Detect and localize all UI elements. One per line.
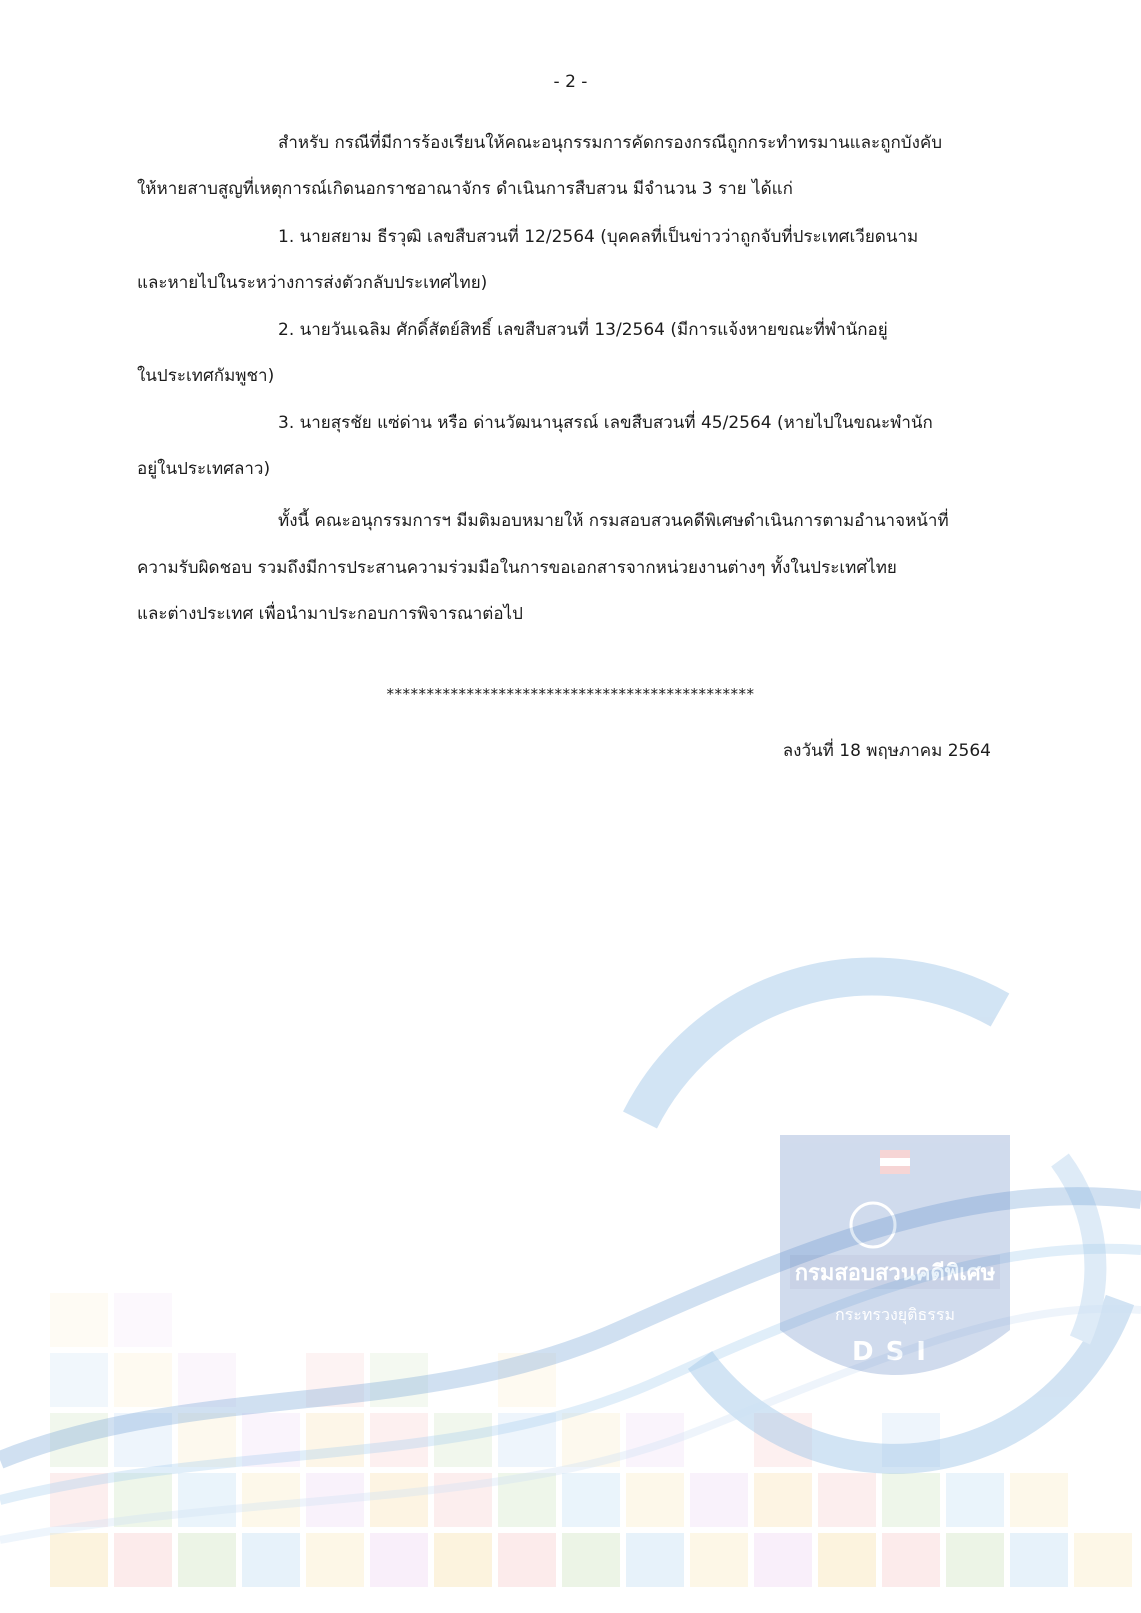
watermark-bar-cell — [946, 1473, 1004, 1527]
watermark-bar-cell — [626, 1473, 684, 1527]
list-item-3-line-1: 3. นายสุรชัย แซ่ด่าน หรือ ด่านวัฒนานุสรณ์ เลขสืบสวนที่ 45/2564 (หายไปในขณะพำนัก — [278, 413, 933, 433]
watermark-bar-cell — [306, 1413, 364, 1467]
watermark-bar-cell — [242, 1473, 300, 1527]
watermark-bar-cell — [50, 1533, 108, 1587]
watermark-bar-cell — [754, 1413, 812, 1467]
watermark-bar-cell — [626, 1413, 684, 1467]
paragraph-intro-line-2: ให้หายสาบสูญที่เหตุการณ์เกิดนอกราชอาณาจักร ดำเนินการสืบสวน มีจำนวน 3 ราย ได้แก่ — [137, 179, 793, 199]
list-item-1-line-2: และหายไปในระหว่างการส่งตัวกลับประเทศไทย) — [137, 273, 488, 293]
watermark-rings — [640, 977, 1120, 1459]
watermark-bar-cell — [114, 1413, 172, 1467]
watermark-bar-cell — [370, 1413, 428, 1467]
watermark-bar-cell — [114, 1353, 172, 1407]
watermark-bar-cell — [1010, 1473, 1068, 1527]
watermark-bar-cell — [562, 1533, 620, 1587]
watermark-bar-cell — [754, 1473, 812, 1527]
watermark-bar-cell — [370, 1533, 428, 1587]
watermark-bar-cell — [178, 1413, 236, 1467]
watermark-bar-cell — [690, 1533, 748, 1587]
paragraph-closing-line-1: ทั้งนี้ คณะอนุกรรมการฯ มีมติมอบหมายให้ กรมสอบสวนคดีพิเศษดำเนินการตามอำนาจหน้าที่ — [278, 511, 949, 531]
list-item-2-line-1: 2. นายวันเฉลิม ศักดิ์สัตย์สิทธิ์ เลขสืบสวนที่ 13/2564 (มีการแจ้งหายขณะที่พำนักอยู่ — [278, 320, 888, 340]
watermark-bar-cell — [946, 1533, 1004, 1587]
watermark-ribbon — [0, 1196, 1141, 1540]
watermark-bar-cell — [114, 1293, 172, 1347]
watermark-bar-cell — [754, 1533, 812, 1587]
watermark-bar-cell — [306, 1473, 364, 1527]
sign-date: ลงวันที่ 18 พฤษภาคม 2564 — [782, 741, 991, 761]
watermark-bar-cell — [434, 1413, 492, 1467]
watermark-bar-cell — [882, 1413, 940, 1467]
watermark-bar-cell — [1074, 1533, 1132, 1587]
watermark-bar-cell — [498, 1413, 556, 1467]
watermark-bar-cell — [690, 1473, 748, 1527]
watermark-bar-cell — [370, 1473, 428, 1527]
watermark-bar-cell — [370, 1353, 428, 1407]
watermark-bar-cell — [306, 1533, 364, 1587]
watermark-bar-cell — [242, 1413, 300, 1467]
watermark-bar-cell — [562, 1473, 620, 1527]
watermark-bar-cell — [114, 1473, 172, 1527]
watermark-bar-cell — [498, 1473, 556, 1527]
watermark-bar-cell — [626, 1533, 684, 1587]
watermark-bar-cell — [50, 1293, 108, 1347]
watermark-bar-cell — [498, 1353, 556, 1407]
watermark-bar-cell — [178, 1473, 236, 1527]
watermark-bar-cell — [882, 1473, 940, 1527]
paragraph-intro-line-1: สำหรับ กรณีที่มีการร้องเรียนให้คณะอนุกรรมการคัดกรองกรณีถูกกระทำทรมานและถูกบังคับ — [278, 133, 943, 153]
watermark-bar-cell — [434, 1533, 492, 1587]
watermark-shield — [780, 1135, 1010, 1375]
watermark-bar-cell — [818, 1533, 876, 1587]
watermark-ministry: กระทรวงยุติธรรม — [834, 1305, 956, 1324]
watermark-org-name: กรมสอบสวนคดีพิเศษ — [794, 1261, 996, 1286]
watermark-bar-cell — [562, 1413, 620, 1467]
watermark-abbr: DSI — [852, 1337, 938, 1367]
list-item-2-line-2: ในประเทศกัมพูชา) — [137, 366, 275, 386]
watermark-bar-cell — [242, 1533, 300, 1587]
watermark-bar-cell — [178, 1533, 236, 1587]
list-item-3-line-2: อยู่ในประเทศลาว) — [137, 459, 271, 479]
paragraph-closing-line-2: ความรับผิดชอบ รวมถึงมีการประสานความร่วมมือในการขอเอกสารจากหน่วยงานต่างๆ ทั้งในประเทศไทย — [137, 558, 897, 578]
watermark-bar-cell — [114, 1533, 172, 1587]
watermark-bar-cell — [498, 1533, 556, 1587]
watermark-bar-cell — [50, 1413, 108, 1467]
separator-asterisks: ********************************************** — [386, 685, 755, 703]
paragraph-closing-line-3: และต่างประเทศ เพื่อนำมาประกอบการพิจารณาต่อไป — [137, 604, 523, 624]
page-number: - 2 - — [553, 72, 588, 92]
watermark-bar-cell — [50, 1353, 108, 1407]
watermark-bar-cell — [50, 1473, 108, 1527]
list-item-1-line-1: 1. นายสยาม ธีรวุฒิ เลขสืบสวนที่ 12/2564 (บุคคลที่เป็นข่าวว่าถูกจับที่ประเทศเวียดนาม — [278, 227, 919, 247]
watermark-bar-cell — [178, 1353, 236, 1407]
watermark-bar-cell — [1010, 1533, 1068, 1587]
watermark-bar-cell — [306, 1353, 364, 1407]
watermark-bar-cell — [882, 1533, 940, 1587]
watermark-bar-cell — [818, 1473, 876, 1527]
watermark-bar-cell — [434, 1473, 492, 1527]
watermark-color-bars — [50, 1293, 1132, 1587]
